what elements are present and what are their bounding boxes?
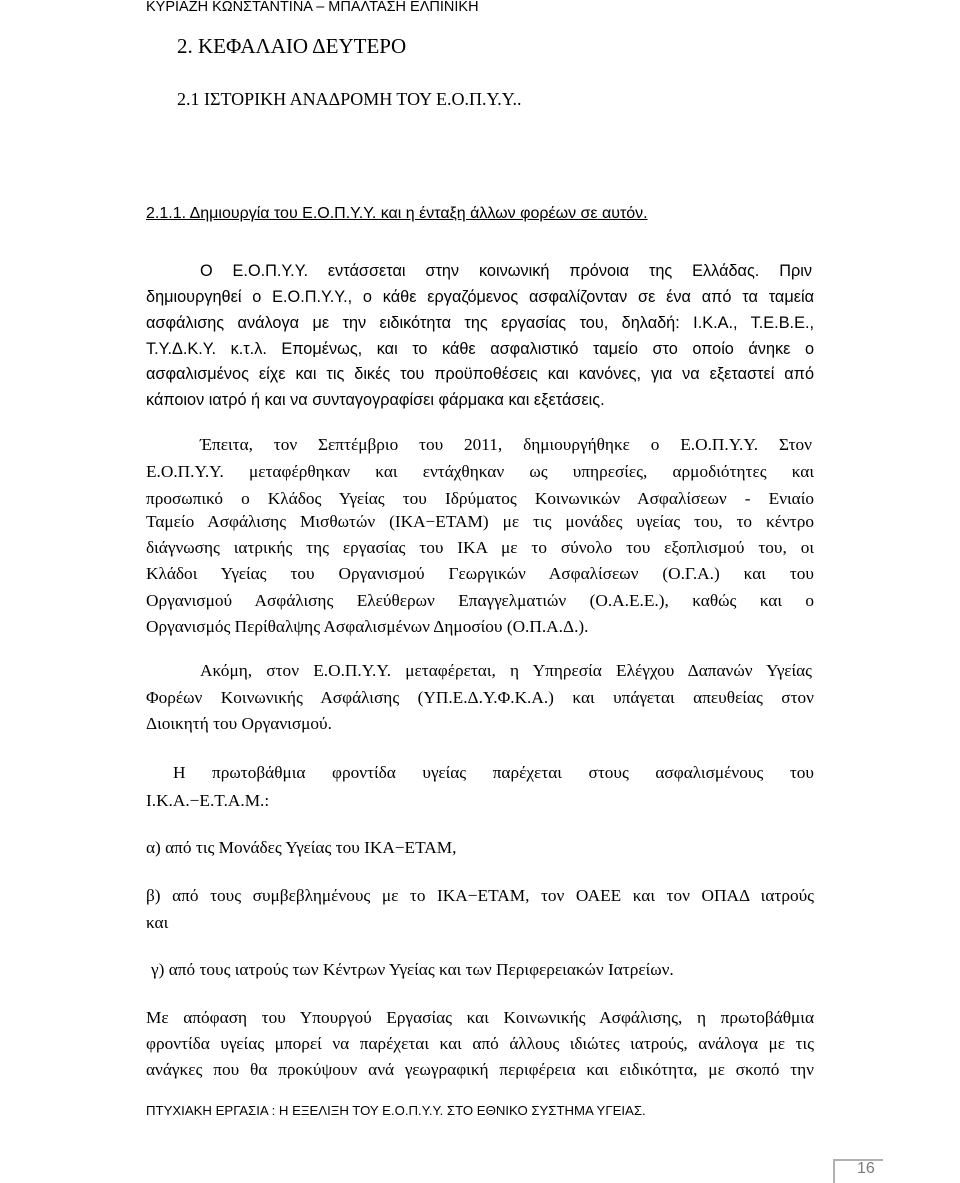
list-item-b-line-1: β) από τους συμβεβλημένους με το ΙΚΑ−ΕΤΑΜ, τον ΟΑΕΕ και τον ΟΠΑΔ ιατρούς bbox=[146, 886, 814, 905]
p1-line-4: Τ.Υ.Δ.Κ.Υ. κ.τ.λ. Επομένως, και το κάθε ασφαλιστικό ταμείο στο οποίο άνηκε ο bbox=[146, 340, 814, 358]
list-item-a: α) από τις Μονάδες Υγείας του ΙΚΑ−ΕΤΑΜ, bbox=[146, 838, 457, 857]
chapter-title: 2. ΚΕΦΑΛΑΙΟ ΔΕΥΤΕΡΟ bbox=[177, 34, 407, 58]
p2-line-3: προσωπικό ο Κλάδος Υγείας του Ιδρύματος Κοινωνικών Ασφαλίσεων - Ενιαίο bbox=[146, 489, 814, 508]
p4-line-1: Η πρωτοβάθμια φροντίδα υγείας παρέχεται στους ασφαλισμένους του bbox=[173, 763, 814, 782]
subsection-title: 2.1.1. Δημιουργία του Ε.Ο.Π.Υ.Υ. και η ένταξη άλλων φορέων σε αυτόν. bbox=[146, 205, 648, 222]
p2-line-2: Ε.Ο.Π.Υ.Υ. μεταφέρθηκαν και εντάχθηκαν ως υπηρεσίες, αρμοδιότητες και bbox=[146, 462, 814, 481]
p2-line-1: Έπειτα, τον Σεπτέμβριο του 2011, δημιουργήθηκε ο Ε.Ο.Π.Υ.Υ. Στον bbox=[200, 435, 812, 454]
page-footer: ΠΤΥΧΙΑΚΗ ΕΡΓΑΣΙΑ : Η ΕΞΕΛΙΞΗ ΤΟΥ Ε.Ο.Π.Υ.Υ. ΣΤΟ ΕΘΝΙΚΟ ΣΥΣΤΗΜΑ ΥΓΕΙΑΣ. bbox=[146, 1103, 646, 1118]
p4-line-2: Ι.Κ.Α.−Ε.Τ.Α.Μ.: bbox=[146, 791, 270, 810]
p2-line-5: διάγνωσης ιατρικής της εργασίας του ΙΚΑ με το σύνολο του εξοπλισμού του, οι bbox=[146, 538, 814, 557]
p5-line-1: Με απόφαση του Υπουργού Εργασίας και Κοινωνικής Ασφάλισης, η πρωτοβάθμια bbox=[146, 1008, 814, 1027]
p1-line-6: κάποιον ιατρό ή και να συνταγογραφίσει φάρμακα και εξετάσεις. bbox=[146, 391, 605, 409]
p2-line-7: Οργανισμού Ασφάλισης Ελεύθερων Επαγγελματιών (Ο.Α.Ε.Ε.), καθώς και ο bbox=[146, 591, 814, 610]
p1-line-2: δημιουργηθεί ο Ε.Ο.Π.Υ.Υ., ο κάθε εργαζόμενος ασφαλίζονταν σε ένα από τα ταμεία bbox=[146, 288, 814, 306]
p5-line-3: ανάγκες που θα προκύψουν ανά γεωγραφική περιφέρεια και ειδικότητα, με σκοπό την bbox=[146, 1060, 814, 1079]
p3-line-3: Διοικητή του Οργανισμού. bbox=[146, 714, 332, 733]
p1-line-1: Ο Ε.Ο.Π.Υ.Υ. εντάσσεται στην κοινωνική πρόνοια της Ελλάδας. Πριν bbox=[200, 262, 812, 280]
p2-line-8: Οργανισμός Περίθαλψης Ασφαλισμένων Δημοσίου (Ο.Π.Α.Δ.). bbox=[146, 617, 589, 636]
page-number: 16 bbox=[857, 1160, 875, 1177]
p2-line-4: Ταμείο Ασφάλισης Μισθωτών (ΙΚΑ−ΕΤΑΜ) με τις μονάδες υγείας του, το κέντρο bbox=[146, 512, 814, 531]
p3-line-1: Ακόμη, στον Ε.Ο.Π.Υ.Υ. μεταφέρεται, η Υπηρεσία Ελέγχου Δαπανών Υγείας bbox=[200, 661, 812, 680]
p3-line-2: Φορέων Κοινωνικής Ασφάλισης (ΥΠ.Ε.Δ.Υ.Φ.Κ.Α.) και υπάγεται απευθείας στον bbox=[146, 688, 814, 707]
page-header: ΚΥΡΙΑΖΗ ΚΩΝΣΤΑΝΤΙΝΑ – ΜΠΑΛΤΑΣΗ ΕΛΠΙΝΙΚΗ bbox=[146, 0, 479, 15]
section-title: 2.1 ΙΣΤΟΡΙΚΗ ΑΝΑΔΡΟΜΗ ΤΟΥ Ε.Ο.Π.Υ.Υ.. bbox=[177, 89, 522, 109]
p2-line-6: Κλάδοι Υγείας του Οργανισμού Γεωργικών Ασφαλίσεων (Ο.Γ.Α.) και του bbox=[146, 564, 814, 583]
p5-line-2: φροντίδα υγείας μπορεί να παρέχεται και από άλλους ιδιώτες ιατρούς, ανάλογα με τις bbox=[146, 1034, 814, 1053]
list-item-b-line-2: και bbox=[146, 913, 169, 932]
p1-line-3: ασφάλισης ανάλογα με την ειδικότητα της εργασίας του, δηλαδή: Ι.Κ.Α., Τ.Ε.Β.Ε., bbox=[146, 314, 814, 332]
p1-line-5: ασφαλισμένος είχε και τις δικές του προϋποθέσεις και κανόνες, για να εξεταστεί από bbox=[146, 365, 814, 383]
list-item-c: γ) από τους ιατρούς των Κέντρων Υγείας και των Περιφερειακών Ιατρείων. bbox=[151, 960, 674, 979]
